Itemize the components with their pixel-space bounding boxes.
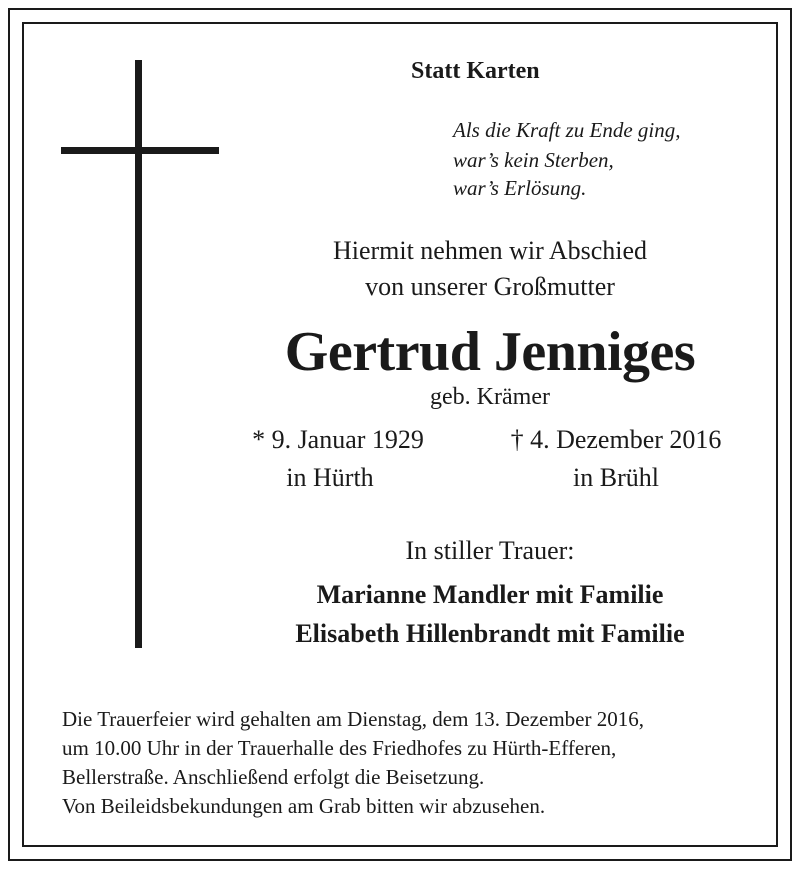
birth-place: in Hürth (286, 463, 374, 492)
footer-line-2: um 10.00 Uhr in der Trauerhalle des Friedhofes zu Hürth-Efferen, (62, 736, 617, 760)
footer-line-4: Von Beileidsbekundungen am Grab bitten wir abzusehen. (62, 794, 546, 818)
mourners-heading: In stiller Trauer: (405, 536, 575, 565)
born-name: geb. Krämer (430, 384, 550, 410)
family-line-1: Marianne Mandler mit Familie (316, 580, 664, 609)
intro-line-2: von unserer Großmutter (365, 272, 615, 301)
quote-line-1: Als die Kraft zu Ende ging, (453, 118, 681, 142)
deceased-name: Gertrud Jenniges (284, 321, 696, 383)
family-line-2: Elisabeth Hillenbrandt mit Familie (295, 619, 685, 648)
footer-line-3: Bellerstraße. Anschließend erfolgt die Beisetzung. (62, 765, 485, 789)
intro-line-1: Hiermit nehmen wir Abschied (332, 236, 648, 265)
birth-date: * 9. Januar 1929 (252, 425, 424, 454)
quote-line-2: war’s kein Sterben, (453, 148, 614, 172)
cross-horizontal-bar (61, 147, 219, 154)
funeral-details (62, 705, 644, 821)
quote-line-3: war’s Erlösung. (453, 176, 587, 200)
footer-line-1: Die Trauerfeier wird gehalten am Dienstag, dem 13. Dezember 2016, (62, 707, 644, 731)
death-place: in Brühl (573, 463, 659, 492)
statt-karten-heading: Statt Karten (411, 58, 540, 84)
death-date: † 4. Dezember 2016 (510, 425, 722, 454)
